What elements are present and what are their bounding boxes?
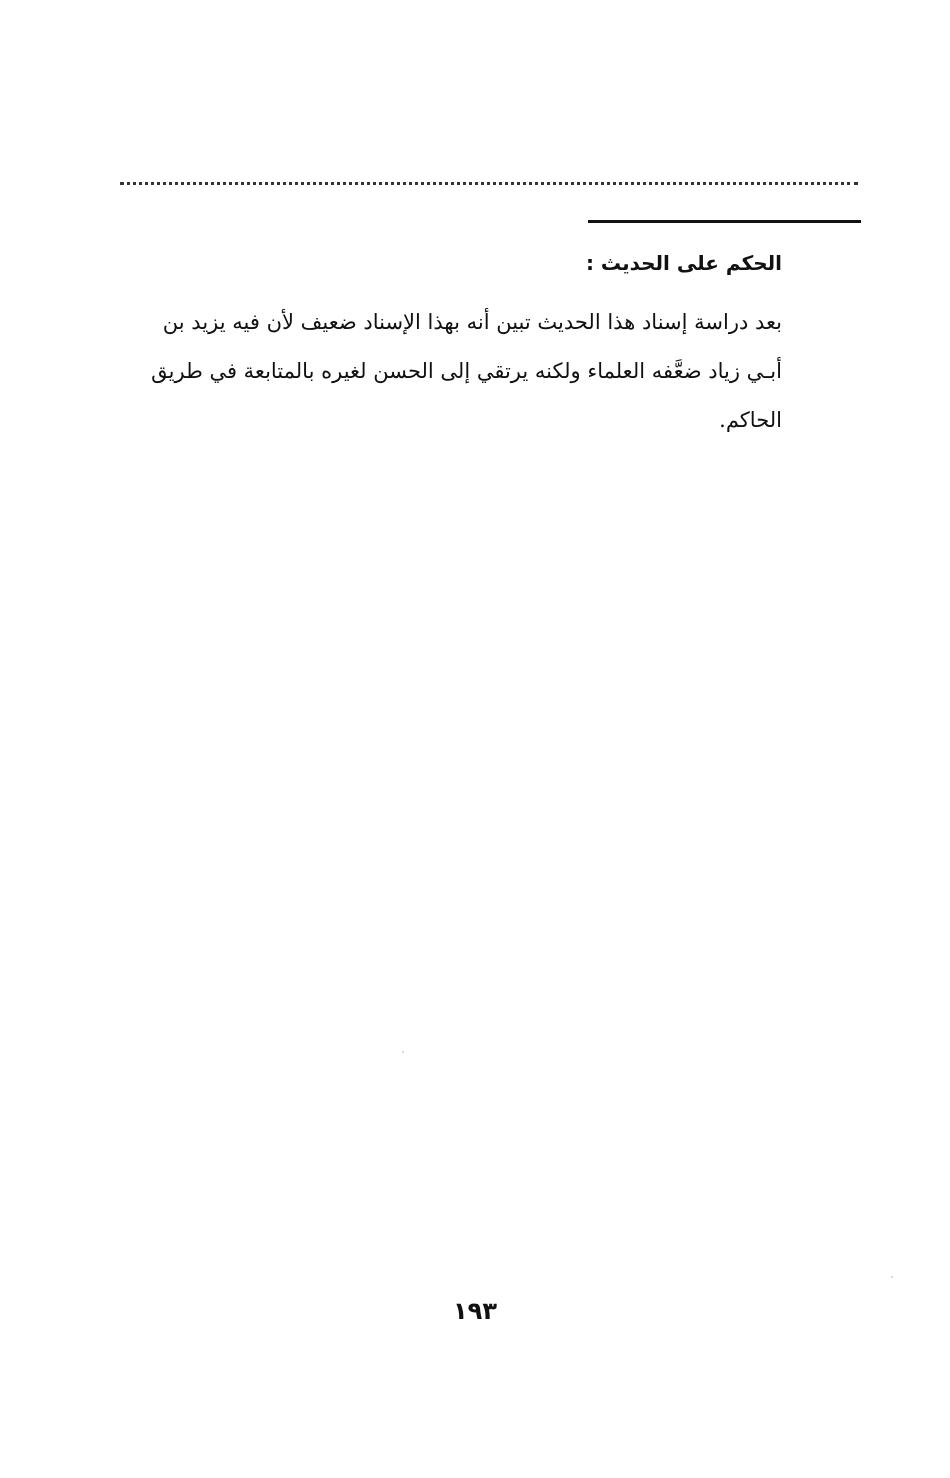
paragraph-line-2: أبـي زياد ضعَّفه العلماء ولكنه يرتقي إلى الحسن لغيره بالمتابعة في طريق <box>151 359 782 383</box>
section-paragraph <box>114 298 782 445</box>
paragraph-line-1: بعد دراسة إسناد هذا الحديث تبين أنه بهذا الإسناد ضعيف لأن فيه يزيد بن <box>162 310 782 334</box>
scan-speck <box>402 1051 404 1053</box>
paragraph-line-3: الحاكم. <box>719 408 782 432</box>
section-content <box>114 246 782 445</box>
section-rule <box>588 220 861 223</box>
page-number: ١٩٣ <box>453 1297 497 1325</box>
scan-speck <box>891 1276 893 1278</box>
dotted-separator <box>120 182 858 185</box>
section-title: الحكم على الحديث : <box>585 251 782 275</box>
